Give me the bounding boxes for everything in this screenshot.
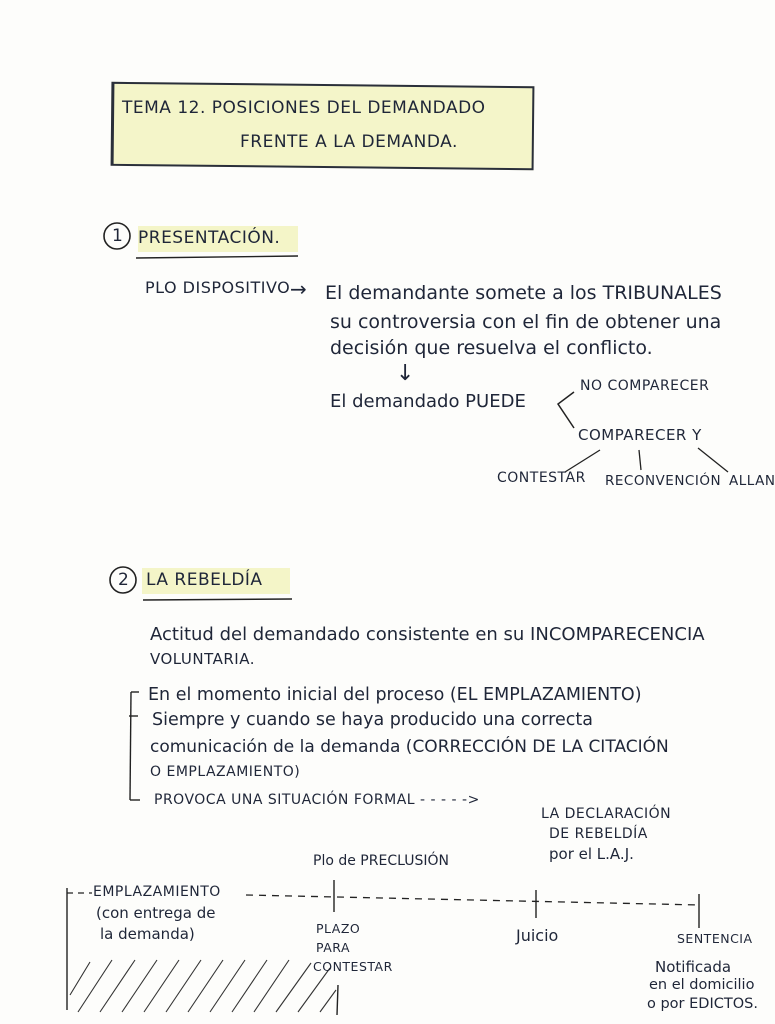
- bullet-1: En el momento inicial del proceso (EL EMPLAZAMIENTO): [148, 685, 642, 705]
- plazo-line-2: PARA: [316, 940, 351, 955]
- section-2-number: 2: [118, 570, 129, 590]
- demandado-puede: El demandado PUEDE: [330, 391, 526, 412]
- section-1-number: 1: [112, 226, 123, 246]
- emplazamiento-line-2: (con entrega de: [96, 904, 216, 922]
- sub-contestar: CONTESTAR: [497, 470, 586, 486]
- declaracion-line-1: LA DECLARACIÓN: [541, 806, 672, 822]
- notificada-line-3: o por EDICTOS.: [647, 996, 758, 1012]
- bullet-3: PROVOCA UNA SITUACIÓN FORMAL - - - - ->: [154, 792, 480, 808]
- plazo-line-3: CONTESTAR: [313, 959, 393, 974]
- declaracion-line-2: DE REBELDÍA: [549, 826, 648, 842]
- title-line-2: FRENTE A LA DEMANDA.: [240, 132, 458, 152]
- principle-text-1: El demandante somete a los TRIBUNALES: [325, 282, 722, 304]
- section-1-heading: PRESENTACIÓN.: [138, 228, 281, 248]
- sub-allanamiento: ALLAN: [729, 473, 775, 489]
- section-2-heading: LA REBELDÍA: [146, 570, 263, 590]
- sub-reconvencion: RECONVENCIÓN: [605, 473, 722, 489]
- juicio-label: Juicio: [516, 926, 559, 945]
- definition-line-2: VOLUNTARIA.: [150, 650, 255, 668]
- down-arrow: ↓: [396, 361, 415, 386]
- declaracion-line-3: por el L.A.J.: [549, 845, 634, 863]
- bullet-2-line-3: O EMPLAZAMIENTO): [150, 764, 301, 780]
- bullet-2-line-2: comunicación de la demanda (CORRECCIÓN DE LA CITACIÓN: [150, 737, 669, 757]
- option-comparecer: COMPARECER Y: [578, 426, 702, 444]
- preclusion-label: Plo de PRECLUSIÓN: [313, 853, 449, 869]
- principle-text-3: decisión que resuelva el conflicto.: [330, 337, 653, 359]
- principle-text-2: su controversia con el fin de obtener una: [330, 311, 722, 333]
- emplazamiento-line-3: la demanda): [100, 925, 195, 943]
- plazo-line-1: PLAZO: [316, 921, 361, 936]
- definition-line-1: Actitud del demandado consistente en su INCOMPARECENCIA: [150, 624, 705, 645]
- emplazamiento-line-1: EMPLAZAMIENTO: [93, 884, 221, 900]
- principle-label: PLO DISPOSITIVO: [145, 278, 291, 297]
- sentencia-label: SENTENCIA: [677, 931, 753, 946]
- option-no-comparecer: NO COMPARECER: [580, 378, 710, 394]
- principle-arrow: →: [290, 277, 307, 301]
- title-line-1: TEMA 12. POSICIONES DEL DEMANDADO: [122, 98, 486, 118]
- notificada-line-2: en el domicilio: [649, 977, 755, 993]
- bullet-2-line-1: Siempre y cuando se haya producido una correcta: [152, 710, 593, 730]
- notificada-line-1: Notificada: [655, 958, 732, 976]
